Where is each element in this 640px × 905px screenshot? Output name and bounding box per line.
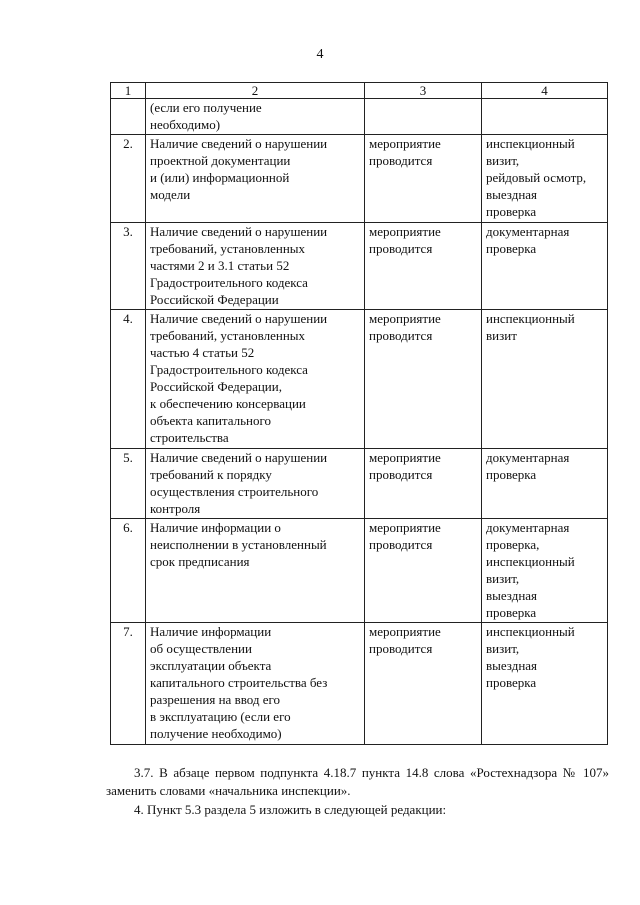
row-type: документарная проверка	[482, 223, 608, 310]
table-row	[111, 449, 608, 519]
table-header-row	[111, 83, 608, 99]
row-condition: Наличие информации о неисполнении в установленный срок предписания	[146, 519, 365, 623]
row-number: 3.	[111, 223, 146, 310]
amendment-paragraph-4: 4. Пункт 5.3 раздела 5 изложить в следующей редакции:	[134, 802, 447, 817]
row-number: 6.	[111, 519, 146, 623]
table-row	[111, 310, 608, 449]
row-type: документарная проверка, инспекционный визит, выездная проверка	[482, 519, 608, 623]
table-row	[111, 623, 608, 745]
column-header-1: 1	[111, 83, 146, 99]
row-type: инспекционный визит, выездная проверка	[482, 623, 608, 745]
column-header-2: 2	[146, 83, 365, 99]
row-condition: Наличие сведений о нарушении требований, установленных частями 2 и 3.1 статьи 52 Градостроительного кодекса Российской Федерации	[146, 223, 365, 310]
table-row	[111, 99, 608, 135]
row-number: 4.	[111, 310, 146, 449]
row-action: мероприятие проводится	[365, 449, 482, 519]
row-condition: (если его получение необходимо)	[146, 99, 365, 135]
row-type: инспекционный визит	[482, 310, 608, 449]
row-condition: Наличие сведений о нарушении проектной документации и (или) информационной модели	[146, 135, 365, 223]
column-header-3: 3	[365, 83, 482, 99]
row-number: 7.	[111, 623, 146, 745]
row-number	[111, 99, 146, 135]
row-action: мероприятие проводится	[365, 623, 482, 745]
row-action: мероприятие проводится	[365, 135, 482, 223]
inspection-table	[110, 82, 608, 745]
row-action: мероприятие проводится	[365, 310, 482, 449]
row-condition: Наличие сведений о нарушении требований к порядку осуществления строительного контроля	[146, 449, 365, 519]
row-action	[365, 99, 482, 135]
row-condition: Наличие информации об осуществлении эксплуатации объекта капитального строительства без разрешения на ввод его в эксплуатацию (если его получение необходимо)	[146, 623, 365, 745]
row-type: инспекционный визит, рейдовый осмотр, выездная проверка	[482, 135, 608, 223]
page-number: 4	[316, 47, 324, 62]
table-row	[111, 519, 608, 623]
table-row	[111, 223, 608, 310]
row-type	[482, 99, 608, 135]
row-action: мероприятие проводится	[365, 223, 482, 310]
row-number: 5.	[111, 449, 146, 519]
row-condition: Наличие сведений о нарушении требований, установленных частью 4 статьи 52 Градостроительного кодекса Российской Федерации, к обеспечению консервации объекта капитального строительства	[146, 310, 365, 449]
row-type: документарная проверка	[482, 449, 608, 519]
row-action: мероприятие проводится	[365, 519, 482, 623]
table-row	[111, 135, 608, 223]
amendment-paragraph-3-7: 3.7. В абзаце первом подпункта 4.18.7 пункта 14.8 слова «Ростехнадзора № 107» заменить словами «начальника инспекции».	[106, 765, 609, 798]
row-number: 2.	[111, 135, 146, 223]
column-header-4: 4	[482, 83, 608, 99]
